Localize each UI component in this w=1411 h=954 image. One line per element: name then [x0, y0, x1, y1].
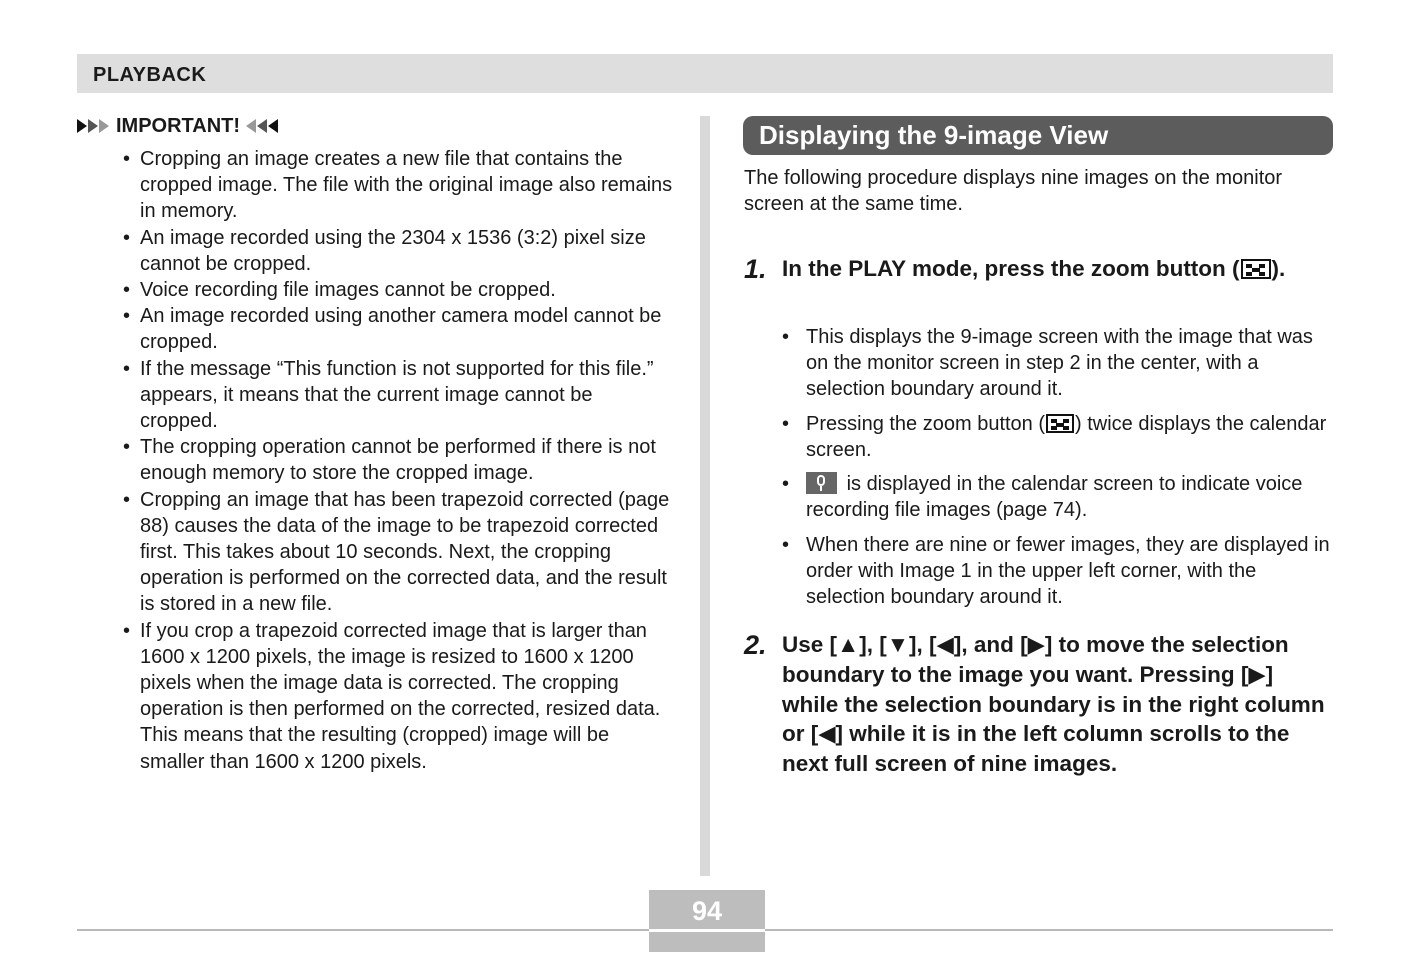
- important-list: [123, 146, 673, 775]
- list-item: • is displayed in the calendar screen to indicate voice recording file images (page 74).: [782, 473, 1303, 521]
- section-title: Displaying the 9-image View: [759, 120, 1109, 150]
- list-item: • The cropping operation cannot be performed if there is not enough memory to store the cropped image.: [123, 436, 656, 485]
- list-item-text: Cropping an image creates a new file that contains the cropped image. The file with the original image also remains in memory.: [140, 148, 673, 223]
- list-item: • If you crop a trapezoid corrected image that is larger than 1600 x 1200 pixels, the image is resized to 1600 x 1200 pixels when the image data is corrected. The cropping operation is then performed on the corrected, resized data. This means that the resulting (cropped) image will be smaller than 1600 x 1200 pixels.: [123, 619, 661, 773]
- nine-image-zoom-icon: [1046, 414, 1074, 433]
- nine-image-zoom-icon: [1241, 259, 1271, 279]
- important-right-arrows-icon: [77, 119, 110, 133]
- list-item-text: If you crop a trapezoid corrected image that is larger than 1600 x 1200 pixels, the image is resized to 1600 x 1200 pixels when the image data is corrected. The cropping operation is then performed on the corrected, resized data. This means that the resulting (cropped) image will be smaller than 1600 x 1200 pixels.: [140, 619, 661, 773]
- list-item-text: Voice recording file images cannot be cropped.: [140, 279, 556, 302]
- header-title: PLAYBACK: [93, 64, 207, 86]
- list-item: • Cropping an image that has been trapezoid corrected (page 88) causes the data of the image to be trapezoid corrected first. This takes about 10 seconds. Next, the cropping operation is performed on the corrected data, and the result is stored in a new file.: [123, 488, 670, 616]
- list-item: • An image recorded using another camera model cannot be cropped.: [123, 305, 662, 354]
- list-item-text: If the message “This function is not supported for this file.” appears, it means that the current image cannot be cropped.: [140, 357, 654, 433]
- list-item: • When there are nine or fewer images, they are displayed in order with Image 1 in the upper left corner, with the selection boundary around it.: [782, 533, 1330, 608]
- step-instruction: [782, 254, 1334, 284]
- section-intro: The following procedure displays nine images on the monitor screen at the same time.: [744, 167, 1283, 215]
- step-text-before: In the PLAY mode, press the zoom button (: [782, 256, 1240, 281]
- list-item-text: An image recorded using the 2304 x 1536 (3:2) pixel size cannot be cropped.: [140, 226, 646, 275]
- microphone-icon: [806, 472, 837, 494]
- list-item: • Cropping an image creates a new file that contains the cropped image. The file with the original image also remains in memory.: [123, 148, 673, 223]
- important-label: IMPORTANT!: [116, 114, 241, 137]
- list-item-text: When there are nine or fewer images, they are displayed in order with Image 1 in the upper left corner, with the selection boundary around it.: [806, 533, 1330, 608]
- header-bar: [77, 54, 1333, 93]
- important-left-arrows-icon: [246, 119, 279, 133]
- page-number-separator: [649, 929, 765, 932]
- step-2: [744, 630, 1334, 779]
- step-1-notes: [782, 324, 1332, 618]
- list-item-text: is displayed in the calendar screen to indicate voice recording file images (page 74).: [806, 473, 1303, 521]
- step-number: 1.: [744, 254, 767, 284]
- list-item: • Voice recording file images cannot be cropped.: [123, 279, 556, 302]
- list-item-text: This displays the 9-image screen with the image that was on the monitor screen in step 2 in the center, with a selection boundary around it.: [806, 326, 1313, 400]
- list-item: • Pressing the zoom button ( ) twice displays the calendar screen.: [782, 412, 1327, 461]
- step-1: [744, 254, 1334, 284]
- step-number: 2.: [744, 630, 767, 660]
- page-number: 94: [691, 896, 723, 926]
- list-item: • An image recorded using the 2304 x 1536 (3:2) pixel size cannot be cropped.: [123, 226, 646, 275]
- list-item-text-after: ) twice displays the calendar screen.: [806, 412, 1327, 461]
- column-divider: [700, 116, 710, 876]
- list-item: • This displays the 9-image screen with the image that was on the monitor screen in step 2 in the center, with a selection boundary around it.: [782, 326, 1313, 400]
- list-item-text: The cropping operation cannot be performed if there is not enough memory to store the cropped image.: [140, 436, 656, 485]
- list-item-text: Cropping an image that has been trapezoid corrected (page 88) causes the data of the image to be trapezoid corrected first. This takes about 10 seconds. Next, the cropping operation is performed on the corrected data, and the result is stored in a new file.: [140, 488, 670, 616]
- important-heading: [77, 114, 279, 138]
- list-item-text: An image recorded using another camera model cannot be cropped.: [140, 305, 662, 354]
- step-instruction: Use [▲], [▼], [◀], and [▶] to move the selection boundary to the image you want. Pressing [▶] while the selection boundary is in the right column or [◀] while it is in the left column scrolls to the next full screen of nine images.: [782, 632, 1325, 777]
- section-title-bar: [743, 116, 1333, 155]
- list-item: • If the message “This function is not supported for this file.” appears, it means that the current image cannot be cropped.: [123, 357, 654, 433]
- list-item-text-before: Pressing the zoom button (: [806, 412, 1046, 435]
- step-text-after: ).: [1271, 256, 1286, 281]
- page-number-box: [649, 890, 765, 952]
